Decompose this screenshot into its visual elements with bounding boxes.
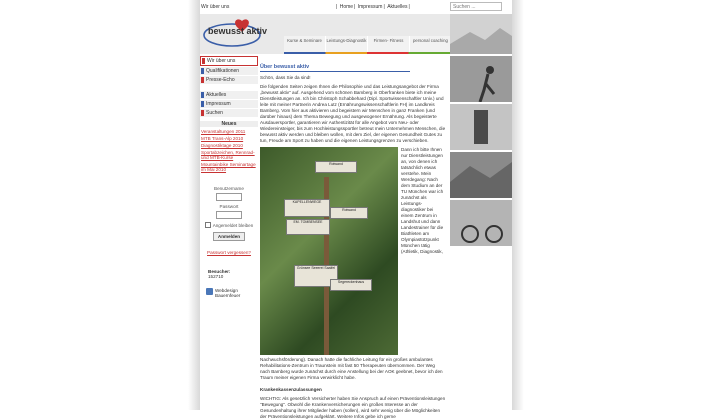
photo-sign: Rotwand [330, 207, 368, 219]
news-link[interactable]: Mountainbike Seminartage im Mai 2010 [201, 162, 256, 172]
sidebar-item-wir-ueber-uns[interactable]: Wir über uns [200, 56, 258, 66]
sidebar-item-aktuelles[interactable]: Aktuelles [200, 91, 258, 99]
sidebar-item-suchen[interactable]: Suchen [200, 109, 258, 117]
aside-paragraph: Dann ich bitte Ihnen nur Dienstleistungen an, von denen ich tatsächlich etwas verstehe. Mein Werdegang: Nach dem Studium an der TU München war ich zunächst als Leistungs-diagnostiker bei einem Zentrum in Landshut und dann Landestrainer für die Biathleten am Olympiastützpunkt München tätig (Athletik, Diagnostik, Nachwuchsförderung). Danach hatte die fachliche Leitung für ein großes ambulantes Rehabilitations-Zentrum in Traunstein mit fast 50 Therapeuten übernommen. Der Weg nach Bamberg wurde zunächst durch eine Anstellung bei der AOK geebnet, bevor ich den Traum meiner eigenen Firma verwirklicht habe. [260, 147, 444, 380]
visitors-count: 152710 [208, 274, 224, 279]
breadcrumb: Wir über uns [201, 4, 230, 10]
header-photo [450, 14, 512, 54]
password-input[interactable] [216, 211, 242, 219]
news-link[interactable]: Sportabzeichen, Rennrad- und MTB-Kurse [201, 150, 255, 160]
sidebar [200, 56, 258, 410]
nav-fitness[interactable]: Firmen- Fitness [368, 36, 410, 52]
page [200, 0, 512, 419]
top-link-home[interactable]: Home [339, 4, 354, 10]
sidebar-item-impressum[interactable]: Impressum [200, 100, 258, 108]
sidebar-item-presse-echo[interactable]: Presse-Echo [200, 76, 258, 84]
header [200, 14, 512, 54]
sidebar-item-qualifikationen[interactable]: Qualifikationen [200, 67, 258, 75]
greeting: Schön, dass Sie da sind! [260, 75, 311, 80]
nav-color-line [284, 52, 450, 54]
logo[interactable] [202, 15, 282, 49]
page-title: Über bewusst aktiv [260, 64, 410, 72]
visitors-label: Besucher: [208, 269, 231, 274]
photo-sign: Segereckenhaus [330, 279, 372, 291]
remember-row [200, 222, 258, 228]
username-label: Benutzername [214, 186, 244, 191]
username-input[interactable] [216, 193, 242, 201]
sport-photo [450, 104, 512, 150]
sport-photo [450, 200, 512, 246]
right-photo-column [450, 56, 512, 410]
top-link-aktuelles[interactable]: Aktuelles [387, 4, 408, 10]
photo-sign: Rotwand [315, 161, 357, 173]
page-shadow-right [512, 0, 524, 410]
signpost-photo [260, 147, 398, 355]
insurance-paragraph: WICHTIG: Als gesetzlich Versicherter haben Sie Anspruch auf einen Präventionsleistungen "Bewegung". Obwohl die Krankenversicherungen ein großes Interesse an der Gesundenhaltung ihrer Mitglieder haben (sollen), wird sehr wenig über die Möglichkeiten der Präventionsleistungen aufgeklärt. Weitere Infos gebe ich gerne [260, 396, 446, 419]
main-nav [284, 36, 452, 52]
page-shadow-left [188, 0, 200, 410]
nav-coaching[interactable]: personal coaching [410, 36, 452, 52]
webdesign-line1: Webdesign [215, 288, 238, 293]
top-link-impressum[interactable]: Impressum [357, 4, 383, 10]
insurance-heading: Krankenkassenzulassungen [260, 387, 322, 392]
logo-text: bewusst aktiv [208, 26, 268, 36]
remember-checkbox[interactable] [205, 222, 211, 228]
photo-sign: KAPELLENWEGE [284, 199, 330, 217]
password-label: Passwort [219, 204, 239, 209]
news-heading: Neues [200, 121, 258, 127]
news-link[interactable]: Diagnostiktage 2010 [201, 143, 243, 148]
intro-paragraph: Die folgenden Seiten zeigen Ihnen die Philosophie und das Leistungsangebot der Firma „bewusst aktiv" auf. Ausgehend vom schönen Bamberg in Oberfranken biete ich meine Dienstleistungen an. Ich bin Christoph Schabbehard (Dipl. Sportwissenschaftler Univ.) und leite mit meiner Partnerin Andrea Lutz (Ernährungswissenschaftlerin FH) im Landkreis Bamberg. Vom hier aus aktivieren und begeistern wir Menschen in ganz Franken (und darüber hinaus) dem Thema Bewegung und ausgewogener Ernährung. Als begeisterte Ausdauersportler, garantieren wir Authentizität für alle Angebot vom Neu- oder Wiedereinsteiger, bis zum Hochleistungssportler betreut mein Unternehmen Menschen, die bewusst aktiv werden und bleiben wollen, mit dem Ziel, der eigenen Gesundheit Gutes zu tun, Freude am Sport zu haben und die eigenen Leistungsgrenzen zu verschieben. [260, 84, 446, 143]
remember-label: Angemeldet bleiben [212, 222, 254, 228]
nav-diagnostik[interactable]: Leistungs-Diagnostik [326, 36, 368, 52]
forgot-password-link[interactable]: Passwort vergessen? [207, 250, 251, 255]
sport-photo [450, 56, 512, 102]
login-form [200, 186, 258, 255]
photo-sign: Grünsee Seeerei Saalfel [294, 265, 338, 287]
webdesign-line2: Bauernfeuer [215, 293, 241, 298]
webdesign-icon [206, 288, 213, 295]
photo-sign: EM. TOMBENSEE [286, 219, 330, 235]
top-links: | Home| Impressum| Aktuelles| [336, 4, 410, 10]
news-link[interactable]: Veranstaltungen 2011 [201, 129, 246, 134]
main-content [260, 64, 446, 419]
visitor-counter [200, 269, 258, 279]
top-bar [200, 0, 512, 14]
sport-photo [450, 152, 512, 198]
search-input[interactable]: Suchen ... [450, 2, 502, 11]
webdesign-credit[interactable] [200, 288, 258, 298]
login-button[interactable]: Anmelden [213, 232, 245, 241]
nav-kurse[interactable]: Kurse & Seminare [284, 36, 326, 52]
news-link[interactable]: MTB Trans-Alp 2010 [201, 136, 244, 141]
